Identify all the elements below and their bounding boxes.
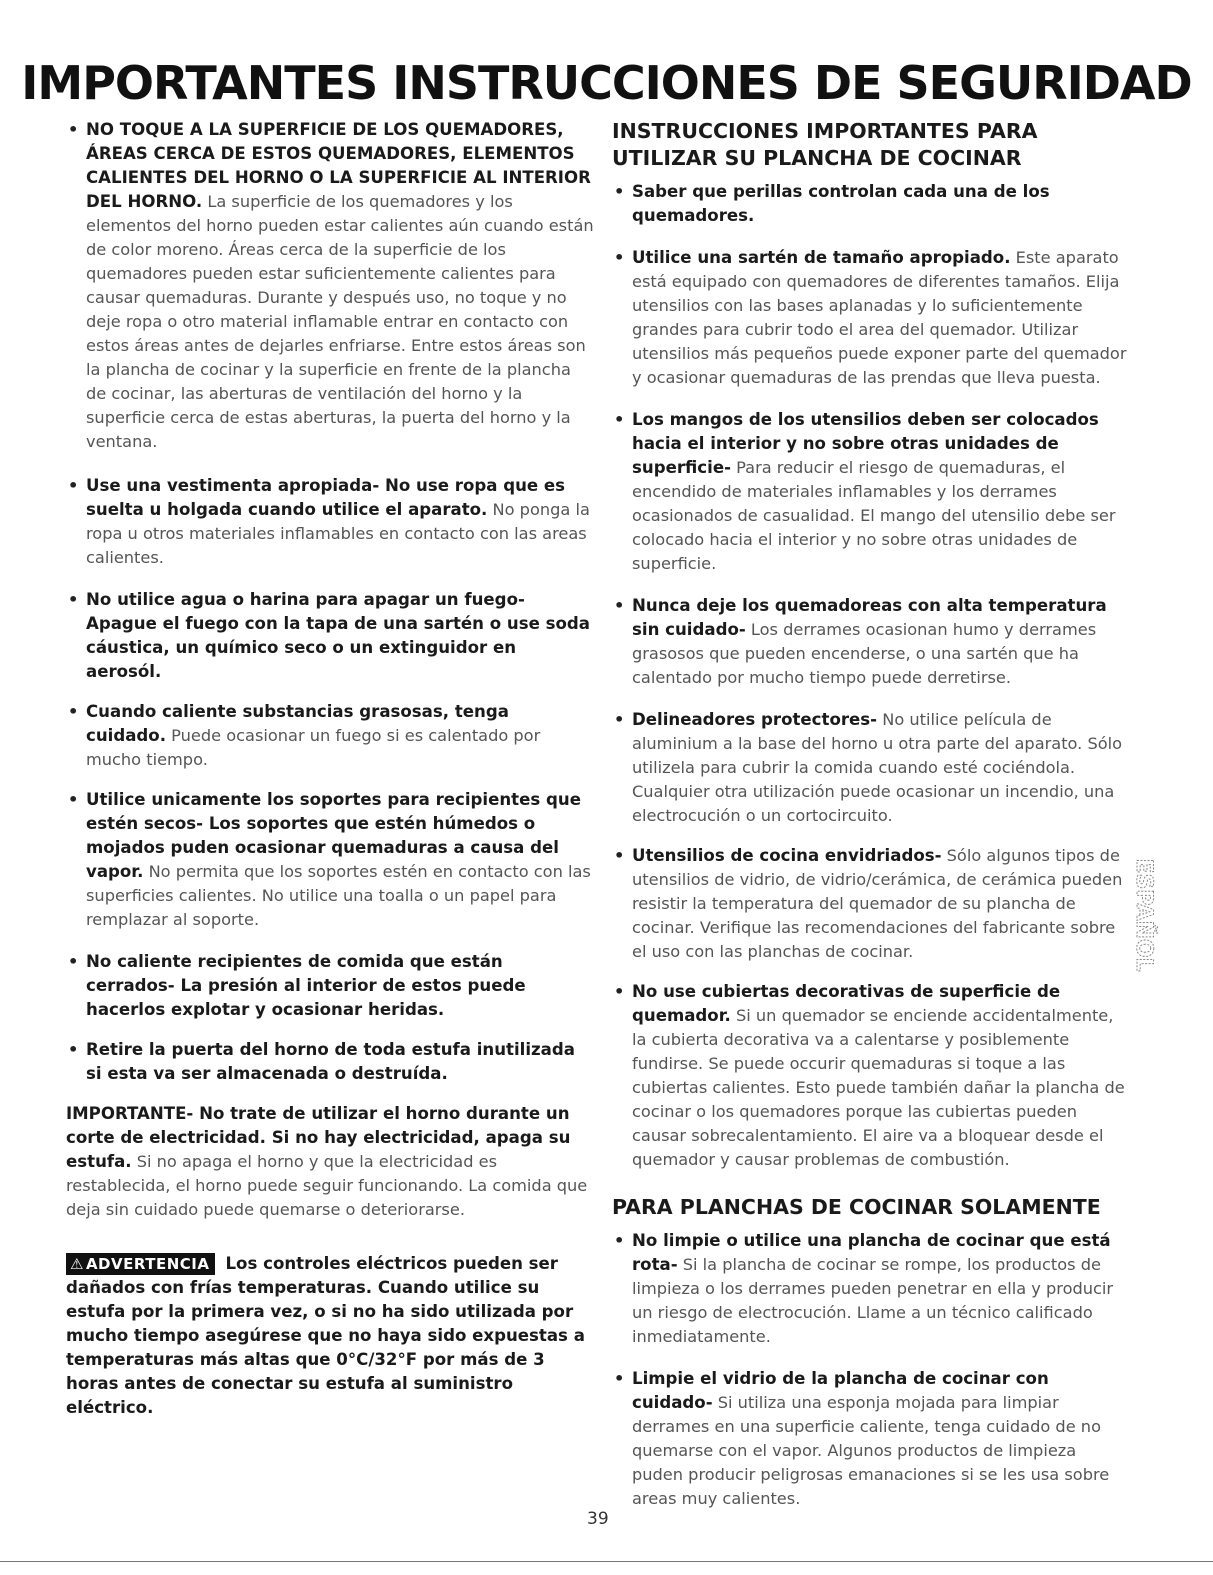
item-heading: Utensilios de cocina envidriados- xyxy=(632,846,942,865)
list-item xyxy=(66,474,594,570)
list-item xyxy=(612,1367,1132,1511)
item-heading: Use una vestimenta apropiada- No use ropa que es suelta u holgada cuando utilice el aparato. xyxy=(86,476,566,519)
item-text: Los derrames ocasionan humo y derrames grasosos que pueden encenderse, o una sartén que ha calentado por mucho tiempo puede derretirse. xyxy=(632,620,1097,687)
warning-triangle-icon: ⚠ xyxy=(70,1255,84,1273)
left-column xyxy=(66,118,594,1420)
item-text: Sólo algunos tipos de utensilios de vidrio, de vidrio/cerámica, de cerámica pueden resistir la temperatura del quemador de su plancha de cocinar. Verifique las recomendaciones del fabricante sobre el uso con las planchas de cocinar. xyxy=(632,846,1123,961)
item-text: Si la plancha de cocinar se rompe, los productos de limpieza o los derrames pueden penetrar en ella y producir un riesgo de electrocución. Llame a un técnico calificado inmediatamente. xyxy=(632,1255,1114,1346)
bottom-rule xyxy=(0,1561,1213,1562)
bullet: • xyxy=(614,1369,625,1388)
list-item xyxy=(612,1229,1132,1349)
warning-badge xyxy=(66,1253,215,1275)
list-item xyxy=(66,950,594,1022)
item-text: No permita que los soportes estén en contacto con las superficies calientes. No utilice una toalla o un papel para remplazar al soporte. xyxy=(86,862,591,929)
page-title: IMPORTANTES INSTRUCCIONES DE SEGURIDAD xyxy=(21,56,1192,110)
bullet: • xyxy=(68,476,79,495)
item-text: Si utiliza una esponja mojada para limpiar derrames en una superficie caliente, tenga cuidado de no quemarse con el vapor. Algunos productos de limpieza puden producir peligrosas emanaciones si se les usa sobre areas muy calientes. xyxy=(632,1393,1110,1508)
list-item xyxy=(66,588,594,684)
item-heading: No limpie o utilice una plancha de cocinar que está rota- xyxy=(632,1231,1111,1274)
warning-text: Los controles eléctricos pueden ser dañados con frías temperaturas. Cuando utilice su estufa por la primera vez, o si no ha sido utilizada por mucho tiempo asegúrese que no haya sido expuestas a temperaturas más altas que 0°C/32°F por más de 3 horas antes de conectar su estufa al suministro eléctrico. xyxy=(66,1254,585,1417)
language-side-tab xyxy=(1126,840,1160,990)
bullet: • xyxy=(614,710,625,729)
warning-badge-label: ADVERTENCIA xyxy=(85,1255,210,1273)
list-item xyxy=(66,1038,594,1086)
list-item xyxy=(66,118,594,454)
item-heading: Los mangos de los utensilios deben ser colocados hacia el interior y no sobre otras unidades de superficie- xyxy=(632,410,1099,477)
item-text: Puede ocasionar un fuego si es calentado por mucho tiempo. xyxy=(86,726,541,769)
list-item xyxy=(66,788,594,932)
section-heading-plancha: INSTRUCCIONES IMPORTANTES PARA UTILIZAR SU PLANCHA DE COCINAR xyxy=(612,119,1038,170)
list-item xyxy=(612,246,1132,390)
bullet: • xyxy=(614,248,625,267)
bullet: • xyxy=(614,596,625,615)
item-heading: Saber que perillas controlan cada una de los quemadores. xyxy=(632,182,1050,225)
important-heading: IMPORTANTE- No trate de utilizar el horno durante un corte de electricidad. Si no hay electricidad, apaga su estufa. xyxy=(66,1104,571,1171)
bullet: • xyxy=(68,952,79,971)
list-item xyxy=(66,700,594,772)
bullet: • xyxy=(68,1040,79,1059)
item-text: Este aparato está equipado con quemadores de diferentes tamaños. Elija utensilios con las bases aplanadas y lo suficientemente grandes para cubrir todo el area del quemador. Utilizar utensilios más pequeños puede exponer parte del quemador y ocasionar quemaduras de las prendas que lleva puesta. xyxy=(632,248,1127,387)
bullet: • xyxy=(68,120,79,139)
list-item xyxy=(612,180,1132,228)
item-text: Si un quemador se enciende accidentalmente, la cubierta decorativa va a calentarse y posiblemente fundirse. Se puede occurir quemaduras si toque a las cubiertas calientes. Esto puede también dañar la plancha de cocinar o los quemadores porque las cubiertas pueden causar sobrecalentamiento. El aire va a bloquear desde el quemador y causar problemas de combustión. xyxy=(632,1006,1125,1169)
page-number: 39 xyxy=(587,1509,609,1529)
item-heading: Utilice una sartén de tamaño apropiado. xyxy=(632,248,1011,267)
item-text: La superficie de los quemadores y los elementos del horno pueden estar calientes aún cuando están de color moreno. Áreas cerca de la superficie de los quemadores pueden estar suficientemente calientes para causar quemaduras. Durante y después uso, no toque y no deje ropa o otro material inflamable entrar en contacto con estos áreas antes de dejarles enfriarse. Entre estos áreas son la plancha de cocinar y la superficie en frente de la plancha de cocinar, las aberturas de ventilación del horno y la superficie cerca de estas aberturas, la puerta del horno y la ventana. xyxy=(86,192,594,451)
list-item xyxy=(612,844,1132,964)
bullet: • xyxy=(68,790,79,809)
item-heading: Nunca deje los quemadoreas con alta temperatura sin cuidado- xyxy=(632,596,1107,639)
item-heading: No caliente recipientes de comida que están cerrados- La presión al interior de estos puede hacerlos explotar y ocasionar heridas. xyxy=(86,952,526,1019)
bullet: • xyxy=(614,410,625,429)
list-item xyxy=(612,594,1132,690)
item-text: No utilice película de aluminium a la base del horno u otra parte del aparato. Sólo utilizela para cubrir la comida cuando esté cociéndola. Cualquier otra utilización puede ocasionar un incendio, una electrocución o un cortocircuito. xyxy=(632,710,1123,825)
item-text: Para reducir el riesgo de quemaduras, el encendido de materiales inflamables y los derrames ocasionados de casualidad. El mango del utensilio debe ser colocado hacia el interior y no sobre otras unidades de superficie. xyxy=(632,458,1116,573)
language-side-tab-graphic xyxy=(1126,840,1160,990)
item-heading: NO TOQUE A LA SUPERFICIE DE LOS QUEMADORES, ÁREAS CERCA DE ESTOS QUEMADORES, ELEMENTOS CALIENTES DEL HORNO O LA SUPERFICIE AL INTERIOR DEL HORNO. xyxy=(86,120,591,211)
item-heading: Retire la puerta del horno de toda estufa inutilizada si esta va ser almacenada o destruída. xyxy=(86,1040,575,1083)
item-heading: Cuando caliente substancias grasosas, tenga cuidado. xyxy=(86,702,509,745)
section-heading-solamente: PARA PLANCHAS DE COCINAR SOLAMENTE xyxy=(612,1195,1101,1219)
bullet: • xyxy=(614,982,625,1001)
bullet: • xyxy=(614,846,625,865)
bullet: • xyxy=(68,590,79,609)
item-text: No ponga la ropa u otros materiales inflamables en contacto con las areas calientes. xyxy=(86,500,590,567)
list-item xyxy=(612,708,1132,828)
warning-note xyxy=(66,1252,594,1420)
item-heading: Utilice unicamente los soportes para recipientes que estén secos- Los soportes que estén húmedos o mojados puden ocasionar quemaduras a causa del vapor. xyxy=(86,790,581,881)
important-note xyxy=(66,1102,594,1222)
item-heading: Delineadores protectores- xyxy=(632,710,878,729)
bullet: • xyxy=(68,702,79,721)
list-item xyxy=(612,980,1132,1172)
bullet: • xyxy=(614,1231,625,1250)
list-item xyxy=(612,408,1132,576)
bullet: • xyxy=(614,182,625,201)
item-heading: Limpie el vidrio de la plancha de cocinar con cuidado- xyxy=(632,1369,1049,1412)
item-heading: No use cubiertas decorativas de superficie de quemador. xyxy=(632,982,1061,1025)
right-column xyxy=(612,118,1132,1521)
important-text: Si no apaga el horno y que la electricidad es restablecida, el horno puede seguir funcionando. La comida que deja sin cuidado puede quemarse o deteriorarse. xyxy=(66,1152,588,1219)
item-heading: No utilice agua o harina para apagar un fuego- Apague el fuego con la tapa de una sartén o use soda cáustica, un químico seco o un extinguidor en aerosól. xyxy=(86,590,590,681)
side-tab-label: ESPAÑOL xyxy=(1131,858,1156,972)
